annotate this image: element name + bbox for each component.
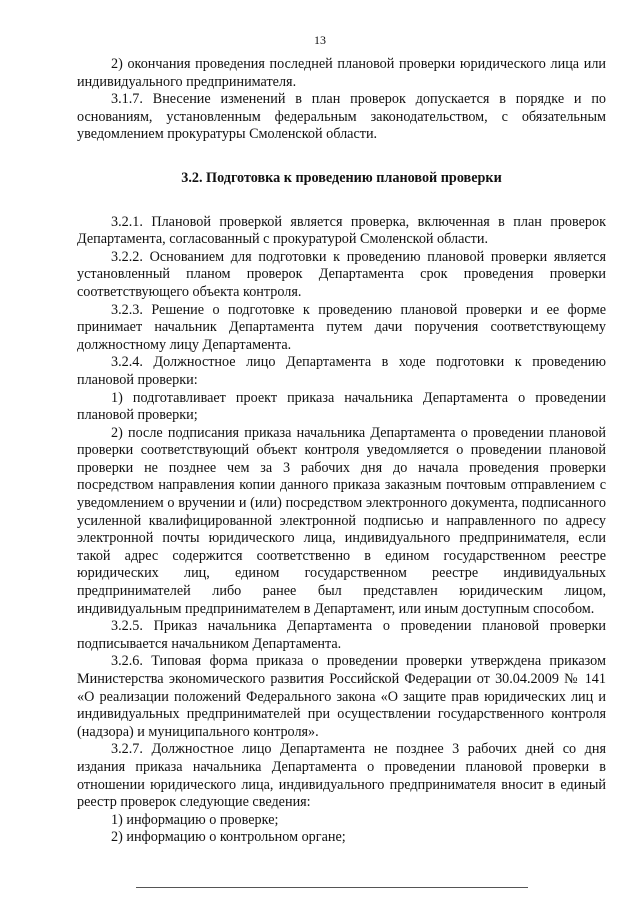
document-body bbox=[77, 56, 606, 847]
paragraph: 3.2.7. Должностное лицо Департамента не позднее 3 рабочих дней со дня издания приказа начальника Департамента о проведении плановой проверки в отношении юридического лица, индивидуального предпринимателя вносит в единый реестр проверок следующие сведения: bbox=[77, 741, 606, 811]
paragraph: 3.2.1. Плановой проверкой является проверка, включенная в план проверок Департамента, согласованный с прокуратурой Смоленской области. bbox=[77, 213, 606, 248]
paragraph: 2) окончания проведения последней плановой проверки юридического лица или индивидуального предпринимателя. bbox=[77, 56, 606, 90]
footer-divider bbox=[136, 887, 528, 888]
section-heading: 3.2. Подготовка к проведению плановой проверки bbox=[181, 169, 502, 186]
page-number: 13 bbox=[314, 33, 326, 47]
paragraph: 3.1.7. Внесение изменений в план проверок допускается в порядке и по основаниям, установленным федеральным законодательством, с обязательным уведомлением прокуратуры Смоленской области. bbox=[77, 91, 606, 143]
paragraph: 3.2.6. Типовая форма приказа о проведении проверки утверждена приказом Министерства экономического развития Российской Федерации от 30.04.2009 № 141 «О реализации положений Федерального закона «О защите прав юридических лиц и индивидуальных предпринимателей при осуществлении государственного контроля (надзора) и муниципального контроля». bbox=[77, 653, 606, 740]
list-item: 1) подготавливает проект приказа начальника Департамента о проведении плановой проверки; bbox=[77, 389, 606, 424]
list-item: 2) информацию о контрольном органе; bbox=[111, 829, 346, 846]
list-item: 1) информацию о проверке; bbox=[111, 811, 279, 828]
paragraph: 3.2.5. Приказ начальника Департамента о проведении плановой проверки подписывается начальником Департамента. bbox=[77, 618, 606, 652]
list-item: 2) после подписания приказа начальника Департамента о проведении плановой проверки соответствующий объект контроля уведомляется о проведении плановой проверки не позднее чем за 3 рабочих дня до начала проведения проверки посредством направления копии данного приказа заказным почтовым отправлением с уведомлением о вручении и (или) посредством электронного документа, подписанного усиленной квалифицированной электронной подписью и направленного по адресу электронной почты юридического лица, индивидуального предпринимателя, если такой адрес содержится соответственно в едином государственном реестре юридических лиц, едином государственном реестре индивидуальных предпринимателей либо ранее был представлен юридическим лицом, индивидуальным предпринимателем в Департамент, или иным доступным способом. bbox=[77, 424, 606, 617]
paragraph: 3.2.3. Решение о подготовке к проведению плановой проверки и ее форме принимает начальник Департамента путем дачи поручения соответствующему должностному лицу Департамента. bbox=[77, 301, 606, 353]
paragraph: 3.2.4. Должностное лицо Департамента в ходе подготовки к проведению плановой проверки: bbox=[77, 354, 606, 388]
paragraph: 3.2.2. Основанием для подготовки к проведению плановой проверки является установленный планом проверок Департамента срок проведения проверки соответствующего объекта контроля. bbox=[77, 248, 606, 300]
